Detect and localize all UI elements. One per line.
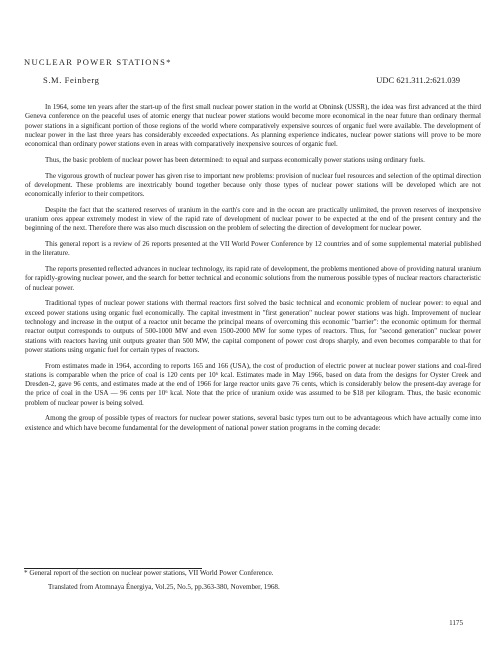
udc-code: UDC 621.311.2:621.039 [376, 75, 460, 85]
article-body [25, 103, 481, 439]
article-title: NUCLEAR POWER STATIONS* [24, 57, 172, 67]
body-paragraph: From estimates made in 1964, according to reports 165 and 166 (USA), the cost of production of electric power at nuclear power stations and coal-fired stations is comparable when the price of coal is 120 cents per 10⁶ kcal. Estimates made in May 1966, based on data from the designs for Oyster Creek and Dresden-2, gave 96 cents, and estimates made at the end of 1966 for large reactor units gave 76 cents, which is considerably below the present-day average for the price of coal in the USA — 96 cents per 10⁶ kcal. Note that the price of uranium oxide was assumed to be $18 per kilogram. Thus, the basic economic problem of nuclear power is being solved. [25, 361, 481, 407]
body-paragraph: Traditional types of nuclear power stations with thermal reactors first solved the basic technical and economic problem of nuclear power: to equal and exceed power stations using organic fuel economically. The capital investment in "first generation" nuclear power stations was high. Improvement of nuclear technology and increase in the output of a reactor unit became the principal means of overcoming this economic "barrier": the economic optimum for thermal reactor output corresponds to outputs of 500-1000 MW and even 1500-2000 MW for some types of reactors. Thus, for "second generation" nuclear power stations with reactors having unit outputs greater than 500 MW, the capital component of power cost drops sharply, and even becomes comparable to that for power stations using organic fuel for certain types of reactors. [25, 299, 481, 354]
body-paragraph: The vigorous growth of nuclear power has given rise to important new problems: provision of nuclear fuel resources and selection of the optimal direction of development. These problems are inextricably bound together because only those types of nuclear power stations will be developed which are not economically inferior to their competitors. [25, 171, 481, 199]
body-paragraph: Among the group of possible types of reactors for nuclear power stations, several basic types turn out to be advantageous which have actually come into existence and which have become fundamental for the development of national power station programs in the coming decade: [25, 414, 481, 432]
body-paragraph: Despite the fact that the scattered reserves of uranium in the earth's core and in the ocean are practically unlimited, the proven reserves of inexpensive uranium ores appear extremely modest in view of the rapid rate of development of nuclear power to be expected at the end of the present century and the beginning of the next. Therefore there was also much discussion on the problem of selecting the direction of development for nuclear power. [25, 205, 481, 233]
body-paragraph: In 1964, some ten years after the start-up of the first small nuclear power station in the world at Obninsk (USSR), the idea was first advanced at the third Geneva conference on the peaceful uses of atomic energy that nuclear power stations would become more economical in the near future than ordinary thermal power stations in a significant portion of those regions of the world where comparatively expensive sources of organic fuel were available. The development of nuclear power in the last three years has considerably exceeded expectations. As planning experience indicates, nuclear power stations will prove to be more economical than ordinary power stations even in areas with comparatively inexpensive sources of organic fuel. [25, 103, 481, 149]
footnote: * General report of the section on nuclear power stations, VII World Power Conference. [24, 569, 274, 577]
body-paragraph: The reports presented reflected advances in nuclear technology, its rapid rate of development, the problems mentioned above of providing natural uranium for rapidly-growing nuclear power, and the search for better technical and economic solutions from the numerous possible types of nuclear reactors characteristic of nuclear power. [25, 265, 481, 292]
author-name: S.M. Feinberg [43, 75, 100, 85]
translation-note: Translated from Atomnaya Énergiya, Vol.25, No.5, pp.363-380, November, 1968. [48, 583, 280, 591]
body-paragraph: This general report is a review of 26 reports presented at the VII World Power Conference by 12 countries and of some supplemental material published in the literature. [25, 240, 481, 258]
page-number: 1175 [449, 619, 463, 627]
body-paragraph: Thus, the basic problem of nuclear power has been determined: to equal and surpass economically power stations using ordinary fuels. [45, 155, 425, 164]
